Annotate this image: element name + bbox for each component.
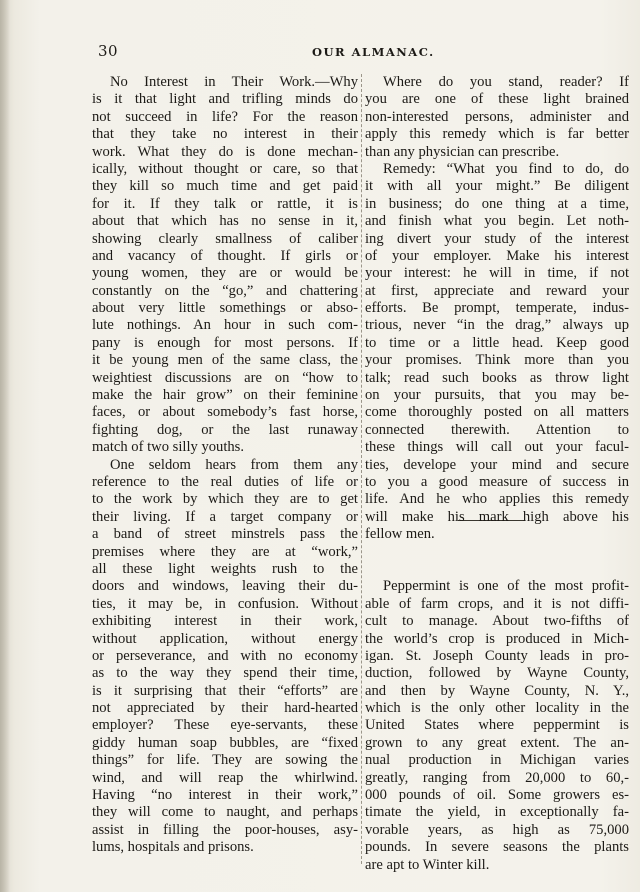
text-line: which is the only other locality in the xyxy=(365,700,629,717)
text-line: connected therewith. Attention to xyxy=(365,421,629,438)
text-line: not appreciated by their hard-hearted xyxy=(92,700,358,717)
text-line: to the work by which they are to get xyxy=(92,491,358,508)
text-line xyxy=(365,561,629,578)
text-line: pany is enough for most persons. If xyxy=(92,334,358,351)
text-line: your promises. Think more than you xyxy=(365,352,629,369)
text-line: assist in filling the poor-houses, asy- xyxy=(92,821,358,838)
text-line: fellow men. xyxy=(365,526,435,543)
text-line: your interest: he will in time, if not xyxy=(365,265,629,282)
text-line: without application, without energy xyxy=(92,630,358,647)
text-line: make the hair grow” on their feminine xyxy=(92,387,358,404)
text-line: trious, never “in the drag,” always up xyxy=(365,317,629,334)
text-line: igan. St. Joseph County leads in pro- xyxy=(365,647,629,664)
text-line: ties, it may be, in confusion. Without xyxy=(92,595,358,612)
text-line: employer? These eye-servants, these xyxy=(92,717,358,734)
column-divider xyxy=(361,74,362,864)
text-line: and then by Wayne County, N. Y., xyxy=(365,682,629,699)
running-title: OUR ALMANAC. xyxy=(312,45,435,59)
text-line: cult to manage. About two-fifths of xyxy=(365,613,629,630)
text-line: greatly, ranging from 20,000 to 60,- xyxy=(365,769,629,786)
text-line: 000 pounds of oil. Some growers es- xyxy=(365,787,629,804)
text-line: able of farm crops, and it is not diffi- xyxy=(365,595,629,612)
text-line: apply this remedy which is far better xyxy=(365,126,629,143)
text-line: they kill so much time and get paid xyxy=(92,178,358,195)
text-line: Where do you stand, reader? If xyxy=(383,74,629,90)
text-line: grown to any great extent. The an- xyxy=(365,734,629,751)
text-line: talk; read such books as throw light xyxy=(365,369,629,386)
text-line: non-interested persons, administer and xyxy=(365,108,629,125)
text-line: life. And he who applies this remedy xyxy=(365,491,629,508)
text-line: young women, they are or would be xyxy=(92,265,358,282)
text-line: they will come to naught, and perhaps xyxy=(92,804,358,821)
text-line: as to the way they spend their time, xyxy=(92,665,358,682)
text-line xyxy=(365,544,629,561)
text-line: that they take no interest in their xyxy=(92,126,358,143)
text-line: weightiest discussions are on “how to xyxy=(92,369,358,386)
text-line: or perseverance, and with no economy xyxy=(92,647,358,664)
text-line: ing divert your study of the interest xyxy=(365,230,629,247)
page-header xyxy=(98,42,616,64)
text-line: on your pursuits, that you may be- xyxy=(365,387,629,404)
text-line: it be young men of the same class, the xyxy=(92,352,358,369)
text-line: not succeed in life? For the reason xyxy=(92,108,358,125)
text-line: will make his mark high above his xyxy=(365,508,629,525)
text-line: at first, appreciate and reward your xyxy=(365,282,629,299)
text-line: and vacancy of thought. If girls or xyxy=(92,247,358,264)
text-line: premises where they are at “work,” xyxy=(92,543,358,560)
text-line: are apt to Winter kill. xyxy=(365,856,490,873)
text-line: about that which has no sense in it, xyxy=(92,213,358,230)
text-line: work. What they do is done mechan- xyxy=(92,143,358,160)
text-line: faces, or about somebody’s fast horse, xyxy=(92,404,358,421)
text-line: nual production in Michigan varies xyxy=(365,752,629,769)
text-line: and finish what you begin. Let noth- xyxy=(365,213,629,230)
text-line: you are one of these light brained xyxy=(365,91,629,108)
text-line: One seldom hears from them any xyxy=(110,456,358,473)
text-line: wind, and will reap the whirlwind. xyxy=(92,769,358,786)
text-line: than any physician can prescribe. xyxy=(365,143,560,160)
text-line: is it surprising that their “efforts” are xyxy=(92,682,358,699)
text-line: their living. If a target company or xyxy=(92,508,358,525)
text-line: to time or a little head. Keep good xyxy=(365,334,629,351)
text-line: constantly on the “go,” and chattering xyxy=(92,282,358,299)
text-line: for it. If they talk or rattle, it is xyxy=(92,195,358,212)
text-line: come thoroughly posted on all matters xyxy=(365,404,629,421)
text-line: about very little somethings or abso- xyxy=(92,300,358,317)
page-number: 30 xyxy=(98,42,119,60)
text-line: United States where peppermint is xyxy=(365,717,629,734)
text-line: vorable years, as high as 75,000 xyxy=(365,821,629,838)
text-line: things” for life. They are sowing the xyxy=(92,752,358,769)
text-line: duction, followed by Wayne County, xyxy=(365,665,629,682)
text-line: fighting dog, or the last runaway xyxy=(92,421,358,438)
text-line: Remedy: “What you find to do, do xyxy=(383,160,629,177)
page-gutter-shadow xyxy=(0,0,10,892)
text-line: reference to the real duties of life or xyxy=(92,473,358,490)
text-line: all these light weights rush to the xyxy=(92,560,358,577)
text-line: is it that light and trifling minds do xyxy=(92,91,358,108)
text-line: match of two silly youths. xyxy=(92,439,245,456)
text-line: exhibiting interest in their work, xyxy=(92,613,358,630)
text-line: No Interest in Their Work.—Why xyxy=(110,74,358,90)
text-line: of your employer. Make his interest xyxy=(365,247,629,264)
text-line: ically, without thought or care, so that xyxy=(92,160,358,177)
text-line: the world’s crop is produced in Mich- xyxy=(365,630,629,647)
text-line: in business; do one thing at a time, xyxy=(365,195,629,212)
left-column-text xyxy=(92,74,358,857)
text-line: it with all your might.” Be diligent xyxy=(365,178,629,195)
text-line: pounds. In severe seasons the plants xyxy=(365,839,629,856)
text-line: a band of street minstrels pass the xyxy=(92,526,358,543)
text-line: showing clearly smallness of caliber xyxy=(92,230,358,247)
text-line: giddy human soap bubbles, are “fixed xyxy=(92,734,358,751)
text-line: these things will call out your facul- xyxy=(365,439,629,456)
text-line: efforts. Be prompt, temperate, indus- xyxy=(365,300,629,317)
text-line: ties, develope your mind and secure xyxy=(365,456,629,473)
text-line: lums, hospitals and prisons. xyxy=(92,839,254,856)
text-line: lute nothings. An hour in such com- xyxy=(92,317,358,334)
right-column-text xyxy=(365,74,629,874)
text-line: to you a good measure of success in xyxy=(365,473,629,490)
text-line: Peppermint is one of the most profit- xyxy=(383,578,629,595)
text-line: timate the yield, in exceptionally fa- xyxy=(365,804,629,821)
text-line: Having “no interest in their work,” xyxy=(92,787,358,804)
text-line: doors and windows, leaving their du- xyxy=(92,578,358,595)
